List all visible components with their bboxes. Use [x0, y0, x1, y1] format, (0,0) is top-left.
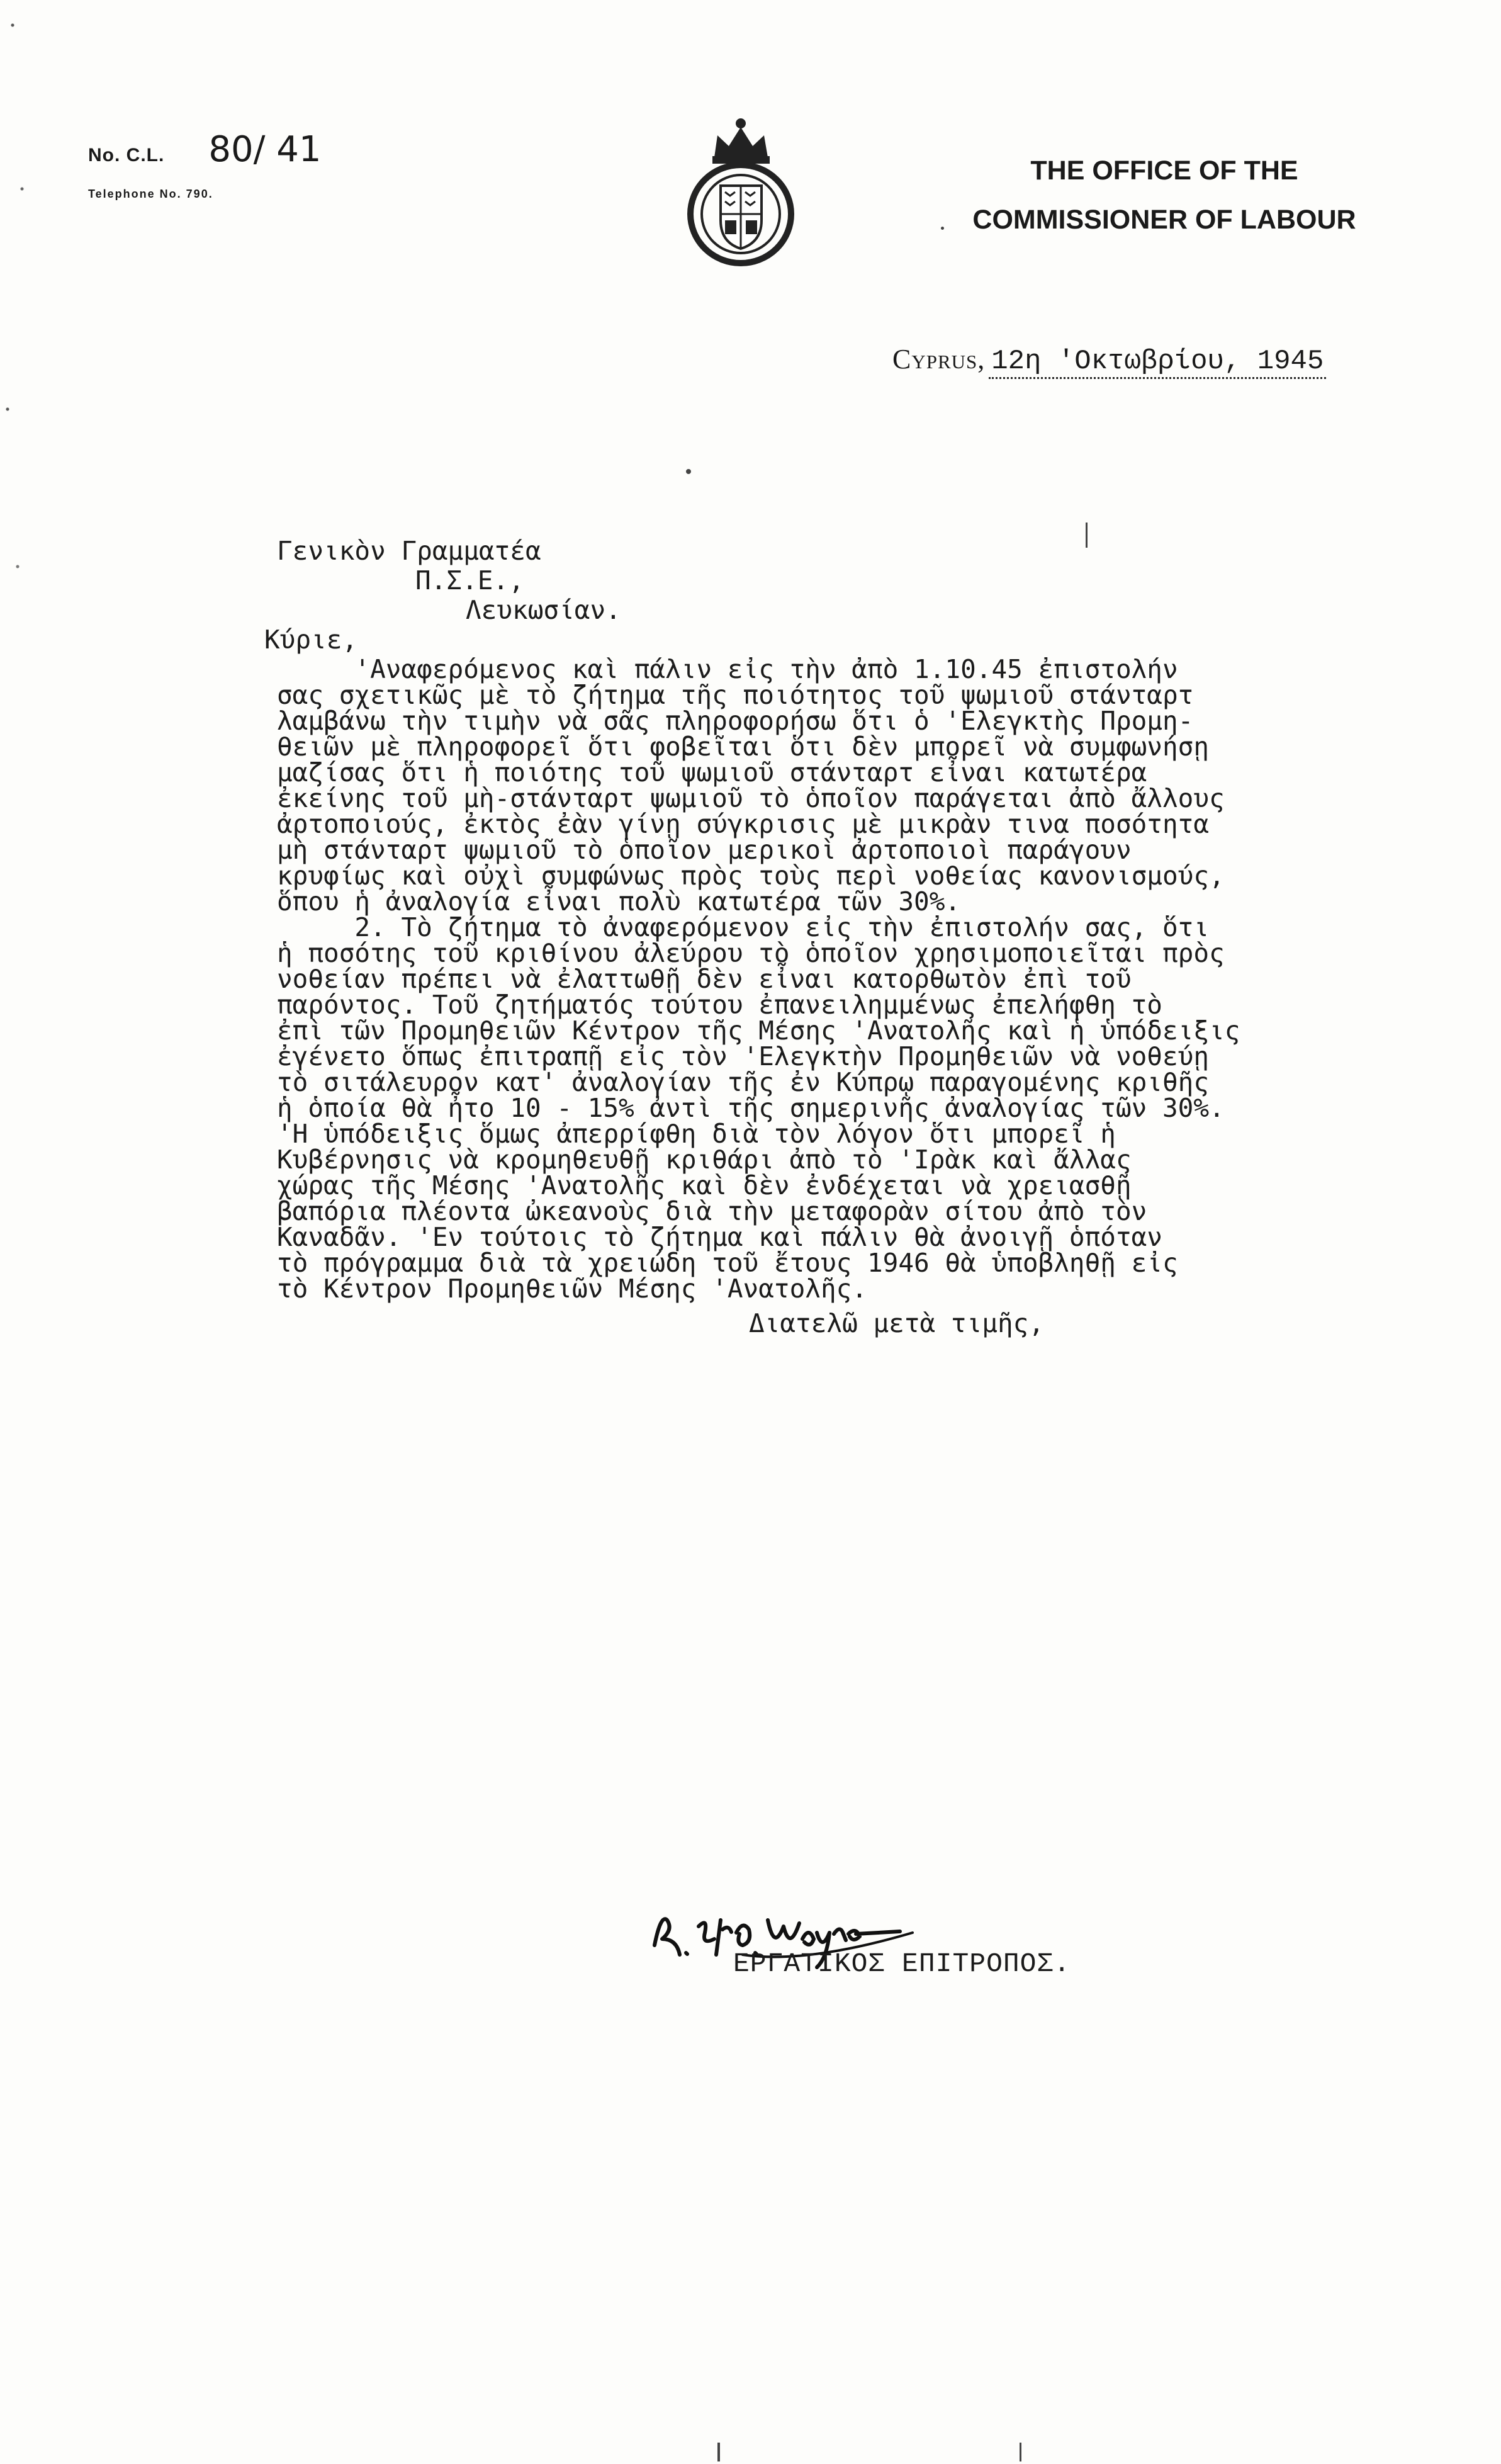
addressee-line-1: Γενικὸν Γραμματέα: [277, 536, 541, 566]
closing-line: Διατελῶ μετὰ τιμῆς,: [749, 1308, 1044, 1338]
scan-mark: [1020, 2443, 1021, 2461]
telephone-number: Telephone No. 790.: [88, 188, 213, 200]
addressee-line-2: Π.Σ.Ε.,: [415, 565, 524, 596]
date-line: [892, 343, 1326, 379]
body-line: 2. Τὸ ζήτημα τὸ ἀναφερόμενον εἰς τὴν ἐπιστολήν σας, ὅτι: [277, 912, 1210, 942]
body-line: Καναδᾶν. 'Εν τούτοις τὸ ζήτημα καὶ πάλιν θὰ ἀνοιγῇ ὁπόταν: [277, 1222, 1162, 1252]
body-line: ἐπὶ τῶν Προμηθειῶν Κέντρον τῆς Μέσης 'Ανατολῆς καὶ ἡ ὑπόδειξις: [277, 1015, 1240, 1046]
royal-coat-of-arms-icon: [686, 113, 796, 268]
letter-body: [264, 536, 1473, 1338]
body-line: μαζίσας ὅτι ἡ ποιότης τοῦ ψωμιοῦ στάνταρτ εἶναι κατωτέρα: [277, 757, 1147, 788]
body-line: Κυβέρνησις νὰ κρομηθευθῇ κριθάρι ἀπὸ τὸ 'Ιρὰκ καὶ ἄλλας: [277, 1144, 1132, 1175]
scan-mark: [941, 227, 944, 230]
body-paragraphs: [277, 654, 1473, 1304]
scan-edge-noise: [0, 0, 38, 818]
salutation: Κύριε,: [264, 624, 358, 655]
office-title: [925, 146, 1403, 244]
body-line: κρυφίως καὶ οὐχὶ συμφώνως πρὸς τοὺς περὶ νοθείας κανονισμούς,: [277, 861, 1225, 891]
reference-label: No. C.L.: [88, 145, 165, 166]
body-line: παρόντος. Τοῦ ζητήματός τούτου ἐπανειλημμένως ἐπελήφθη τὸ: [277, 990, 1162, 1020]
reference-number: 80/ 41: [208, 129, 322, 170]
body-line: ὅπου ἡ ἀναλογία εἶναι πολὺ κατωτέρα τῶν 30%.: [277, 886, 961, 917]
body-line: ἡ ποσότης τοῦ κριθίνου ἀλεύρου τὸ ὁποῖον χρησιμοποιεῖται πρὸς: [277, 938, 1225, 968]
body-line: σας σχετικῶς μὲ τὸ ζήτημα τῆς ποιότητος τοῦ ψωμιοῦ στάνταρτ: [277, 680, 1194, 710]
office-title-line-2: COMMISSIONER OF LABOUR: [972, 205, 1356, 235]
body-line: 'Η ὑπόδειξις ὅμως ἀπερρίφθη διὰ τὸν λόγον ὅτι μπορεῖ ἡ: [277, 1119, 1116, 1149]
scan-mark: [1086, 523, 1088, 548]
body-line: τὸ πρόγραμμα διὰ τὰ χρειώδη τοῦ ἔτους 1946 θὰ ὑποβληθῇ εἰς: [277, 1248, 1178, 1278]
addressee-line-3: Λευκωσίαν.: [466, 595, 621, 625]
body-line: χώρας τῆς Μέσης 'Ανατολῆς καὶ δὲν ἐνδέχεται νὰ χρειασθῇ: [277, 1170, 1132, 1201]
body-line: θειῶν μὲ πληροφορεῖ ὅτι φοβεῖται ὅτι δὲν μπορεῖ νὰ συμφωνήσῃ: [277, 732, 1210, 762]
signatory-title: ΕΡΓΑΤΙΚΟΣ ΕΠΙΤΡΟΠΟΣ.: [733, 1948, 1071, 1979]
body-line: νοθείαν πρέπει νὰ ἐλαττωθῇ δὲν εἶναι κατορθωτὸν ἐπὶ τοῦ: [277, 964, 1132, 994]
scan-mark: [686, 469, 691, 474]
signature-text: R. St. J. O. Wayne: [648, 1895, 653, 1896]
body-line: ἐκείνης τοῦ μὴ-στάνταρτ ψωμιοῦ τὸ ὁποῖον παράγεται ἀπὸ ἄλλους: [277, 783, 1225, 813]
body-line: ἐγένετο ὅπως ἐπιτραπῇ εἰς τὸν 'Ελεγκτὴν Προμηθειῶν νὰ νοθεύῃ: [277, 1041, 1210, 1071]
body-line: τὸ σιτάλευρον κατ' ἀναλογίαν τῆς ἐν Κύπρῳ παραγομένης κριθῆς: [277, 1067, 1210, 1097]
office-title-line-1: THE OFFICE OF THE: [1030, 155, 1298, 186]
body-line: ἀρτοποιούς, ἐκτὸς ἐὰν γίνῃ σύγκρισις μὲ μικρὰν τινα ποσότητα: [277, 809, 1210, 839]
body-line: ἡ ὁποία θὰ ἦτο 10 - 15% ἀντὶ τῆς σημερινῆς ἀναλογίας τῶν 30%.: [277, 1093, 1225, 1123]
letterhead-reference: [88, 129, 322, 201]
body-line: βαπόρια πλέοντα ὠκεανοὺς διὰ τὴν μεταφορὰν σίτου ἀπὸ τὸν: [277, 1196, 1147, 1226]
body-line: μὴ στάνταρτ ψωμιοῦ τὸ ὁποῖον μερικοὶ ἀρτοποιοὶ παράγουν: [277, 835, 1132, 865]
body-line: 'Αναφερόμενος καὶ πάλιν εἰς τὴν ἀπὸ 1.10.45 ἐπιστολήν: [277, 654, 1178, 684]
scan-mark: [717, 2443, 720, 2461]
date-place: Cyprus,: [892, 344, 986, 375]
body-line: λαμβάνω τὴν τιμὴν νὰ σᾶς πληροφορήσω ὅτι ὁ 'Ελεγκτὴς Προμη-: [277, 706, 1194, 736]
body-line: τὸ Κέντρον Προμηθειῶν Μέσης 'Ανατολῆς.: [277, 1274, 867, 1304]
reference-line: [88, 129, 322, 170]
date-value: 12η 'Οκτωβρίου, 1945: [989, 346, 1326, 379]
